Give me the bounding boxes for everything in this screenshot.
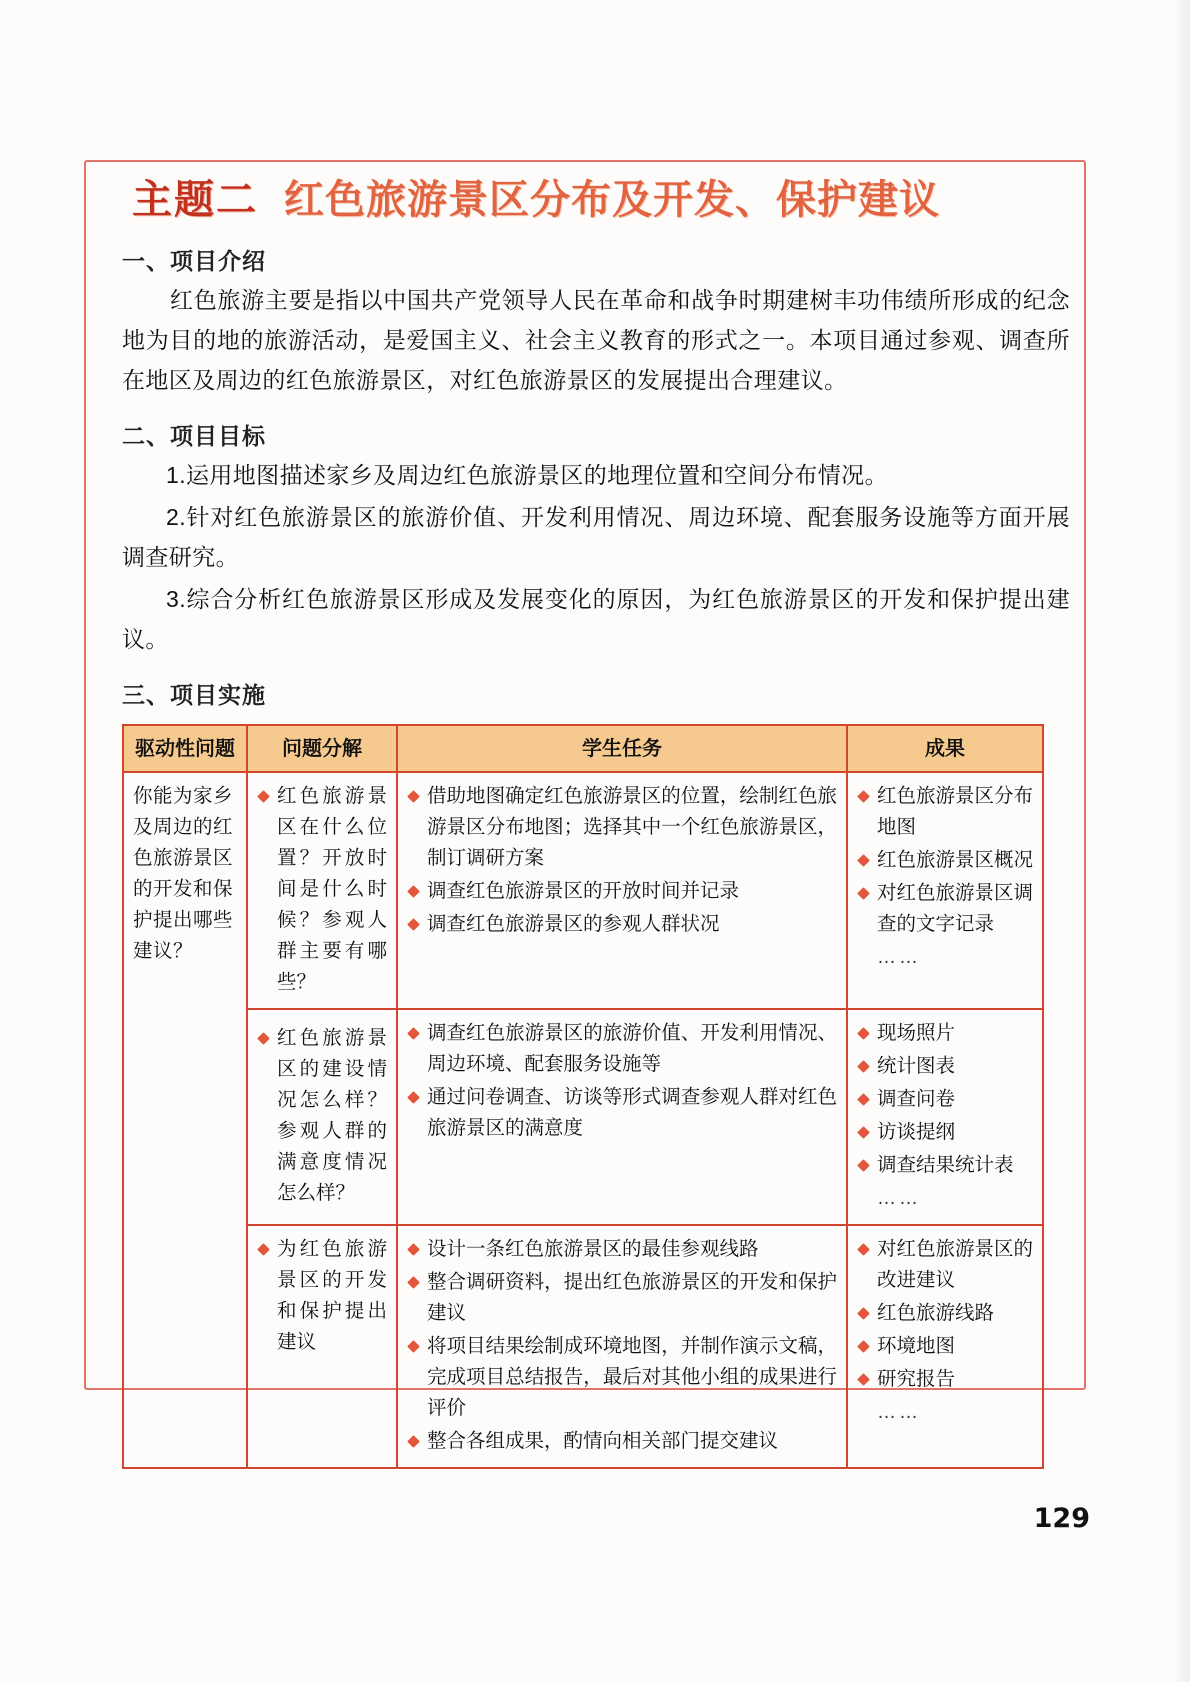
decomposition-item: 红色旅游景区在什么位置？开放时间是什么时候？参观人群主要有哪些？ (257, 781, 387, 998)
task-item: 整合调研资料，提出红色旅游景区的开发和保护建议 (407, 1267, 837, 1329)
page-title (110, 168, 1070, 225)
outcome-more: …… (877, 947, 921, 968)
decomposition-cell-2 (247, 1009, 397, 1225)
outcome-item: 调查结果统计表 (857, 1150, 1033, 1181)
outcomes-cell-1 (847, 772, 1043, 1009)
outcome-item: 现场照片 (857, 1018, 1033, 1049)
page-edge-shadow (1174, 0, 1190, 1682)
project-implementation-table (122, 724, 1044, 1469)
section-2-paragraph-3: 3.综合分析红色旅游景区形成及发展变化的原因，为红色旅游景区的开发和保护提出建议。 (122, 586, 1070, 652)
task-item: 将项目结果绘制成环境地图，并制作演示文稿，完成项目总结报告，最后对其他小组的成果进行评价 (407, 1331, 837, 1424)
section-2-paragraph-2: 2.针对红色旅游景区的旅游价值、开发利用情况、周边环境、配套服务设施等方面开展调查研究。 (122, 504, 1070, 570)
header-driving-question: 驱动性问题 (123, 725, 247, 772)
outcome-item: 环境地图 (857, 1331, 1033, 1362)
task-item: 调查红色旅游景区的开放时间并记录 (407, 876, 837, 907)
section-2-paragraph-1: 1.运用地图描述家乡及周边红色旅游景区的地理位置和空间分布情况。 (166, 462, 888, 488)
section-heading-3: 三、项目实施 (122, 683, 266, 709)
header-outcomes: 成果 (847, 725, 1043, 772)
task-item: 借助地图确定红色旅游景区的位置，绘制红色旅游景区分布地图；选择其中一个红色旅游景区，制订调研方案 (407, 781, 837, 874)
task-item: 整合各组成果，酌情向相关部门提交建议 (407, 1426, 837, 1457)
outcome-item: 统计图表 (857, 1051, 1033, 1082)
table-header-row (123, 725, 1043, 772)
page-number: 129 (1033, 1503, 1090, 1534)
section-heading-2: 二、项目目标 (122, 424, 266, 450)
outcomes-cell-2 (847, 1009, 1043, 1225)
outcome-more: …… (877, 1188, 921, 1209)
tasks-cell-1 (397, 772, 847, 1009)
tasks-cell-2 (397, 1009, 847, 1225)
title-subject: 红色旅游景区分布及开发、保护建议 (284, 177, 940, 223)
outcome-item: 红色旅游景区概况 (857, 845, 1033, 876)
table-row (123, 1225, 1043, 1468)
decomposition-item: 为红色旅游景区的开发和保护提出建议 (257, 1234, 387, 1358)
section-1-paragraph-1: 红色旅游主要是指以中国共产党领导人民在革命和战争时期建树丰功伟绩所形成的纪念地为目的地的旅游活动，是爱国主义、社会主义教育的形式之一。本项目通过参观、调查所在地区及周边的红色旅游景区，对红色旅游景区的发展提出合理建议。 (122, 287, 1070, 393)
task-item: 调查红色旅游景区的旅游价值、开发利用情况、周边环境、配套服务设施等 (407, 1018, 837, 1080)
task-item: 通过问卷调查、访谈等形式调查参观人群对红色旅游景区的满意度 (407, 1082, 837, 1144)
page-content (110, 168, 1070, 1469)
tasks-cell-3 (397, 1225, 847, 1468)
table-row (123, 772, 1043, 1009)
decomposition-cell-3 (247, 1225, 397, 1468)
decomposition-item: 红色旅游景区的建设情况怎么样？参观人群的满意度情况怎么样？ (257, 1023, 387, 1209)
header-student-tasks: 学生任务 (397, 725, 847, 772)
outcome-item: 调查问卷 (857, 1084, 1033, 1115)
outcome-item: 红色旅游景区分布地图 (857, 781, 1033, 843)
decomposition-cell-1 (247, 772, 397, 1009)
title-main: 主题二 (132, 177, 258, 223)
section-heading-1: 一、项目介绍 (122, 249, 266, 275)
outcome-item: 访谈提纲 (857, 1117, 1033, 1148)
outcomes-cell-3 (847, 1225, 1043, 1468)
task-item: 设计一条红色旅游景区的最佳参观线路 (407, 1234, 837, 1265)
outcome-item: 红色旅游线路 (857, 1298, 1033, 1329)
outcome-item: 对红色旅游景区调查的文字记录 (857, 878, 1033, 940)
task-item: 调查红色旅游景区的参观人群状况 (407, 909, 837, 940)
outcome-item: 对红色旅游景区的改进建议 (857, 1234, 1033, 1296)
project-table-wrapper (122, 724, 1042, 1469)
outcome-item: 研究报告 (857, 1364, 1033, 1395)
outcome-more: …… (877, 1402, 921, 1423)
header-decomposition: 问题分解 (247, 725, 397, 772)
driving-question-cell: 你能为家乡及周边的红色旅游景区的开发和保护提出哪些建议？ (123, 772, 247, 1468)
table-row (123, 1009, 1043, 1225)
